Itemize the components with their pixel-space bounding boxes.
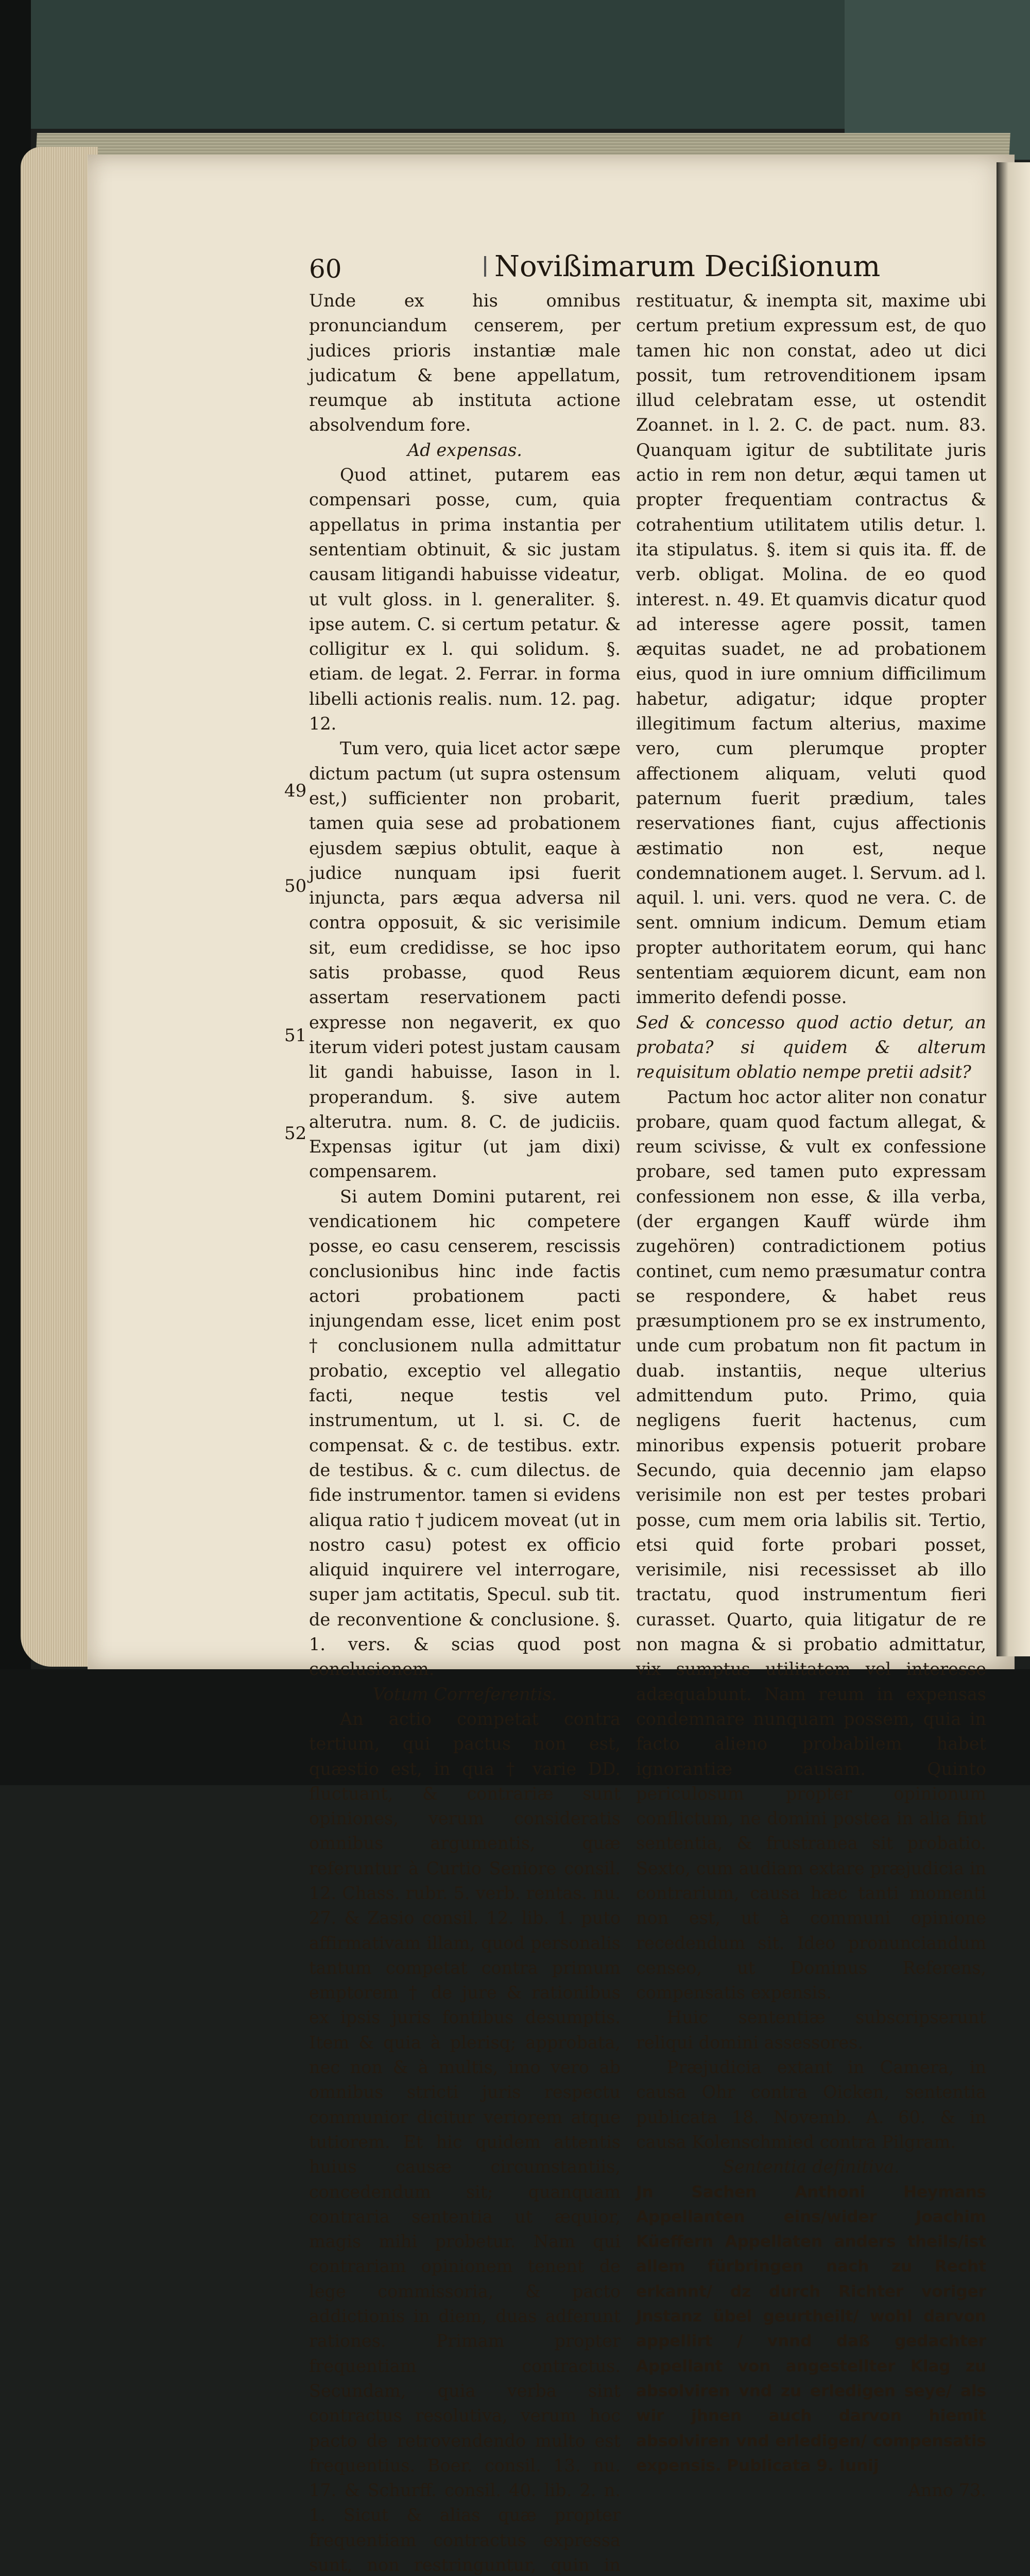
section-heading: Votum Correferentis. bbox=[372, 1684, 557, 1704]
backdrop-top bbox=[31, 0, 855, 129]
paragraph: An actio competat contra tertium, qui pactus non est, quæstio est, in qua † varie DD. fluctuant, & contrariæ sunt opiniones, verum consideratis omnibus argumentis, quæ referuntur à Curtio Seniore consil. 12. Chass. rubr. 5. verb. rentas. nu. 27. & Zasio consil. 12. lib. 1. puto affirmativam illam, quod personalis tantum competat contra primum emptorem † de jure & rationibus ex ipsis juris fontibus desumptis. Item & quia à plerisq; approbata, nec non & à multis, imo vero ab omnibus stricti juris respectu communior dicitur veriorem atque tutiorem. Et hic quidem attentis huius causæ circumstantiis, concedendum sit; quanquam contraria sententia ut æquior, magis mihi probetur. Nam qui contrariam opinionem tenent de lege commissoria, & pacto addictionis in diem, duas adferunt rationes. Primam propter frequentiam contractus. Secundam, quia verba sint contractus resolutiva, verum hoc pacto de retrovendendo multo est frequentius. Boer. consil. 13. nu. 17. & Schurff. consil. 40. lib. 2. n. 1. Sicut & alias quæ propter frequentiam contractus expressa sunt, non restringuntur, quin in bbox=[309, 1708, 621, 2575]
facing-page-edge bbox=[997, 162, 1030, 1656]
left-column bbox=[309, 289, 621, 2576]
paragraph: Quod attinet, putarem eas compensari posse, cum, quia appellatus in prima instantia per sententiam obtinuit, & sic justam causam litigandi habuisse videatur, ut vult gloss. in l. generaliter. §. ipse autem. C. si certum petatur. & colligitur ex l. qui solidum. §. etiam. de legat. 2. Ferrar. in forma libelli actionis realis. num. 12. pag. 12. bbox=[309, 465, 621, 734]
section-heading: Sententia definitiva. bbox=[723, 2157, 900, 2177]
page-edges bbox=[21, 147, 98, 1667]
sentence-text: Jn Sachen Anthoni Heymans Appellanten eins/wider Joachim Küeffern Appellaten anders theils/ist allem fürbringen nach zu Recht erkannt/ dz durch Richter voriger Jnstanz übel geurtheilt/ wohl darvon appellirt / vnnd daß gedachter Appellant von angestellter Klag zu absolviren vnd zu erledigen seye/ als wir jhnen auch darvon hiemit absolviren vnd erledigen/ compensatis expensis. Publicata 9. Iunij bbox=[636, 2182, 986, 2475]
margin-number: 50 bbox=[284, 876, 307, 896]
margin-number: 51 bbox=[284, 1025, 307, 1046]
paragraph: Huic sententiæ subscripserunt reliqui domini assessores. bbox=[636, 2007, 986, 2053]
section-heading: Ad expensas. bbox=[407, 439, 522, 460]
paragraph: Tum vero, quia licet actor sæpe dictum pactum (ut supra ostensum est,) sufficienter non probarit, tamen quia sese ad probationem ejusdem sæpius obtulit, eaque à judice nunquam ipsi fuerit injuncta, pars æqua adversa nil contra opposuit, & sic verisimile sit, eum credidisse, se hoc ipso satis probasse, quod Reus assertam reservationem pacti expresse non negaverit, ex quo iterum videri potest justam causam lit gandi habuisse, Iason in l. properandum. §. sive autem alterutra. num. 8. C. de judiciis. Expensas igitur (ut jam dixi) compensarem. bbox=[309, 738, 621, 1182]
right-column bbox=[636, 289, 986, 2503]
paragraph: Pactum hoc actor aliter non conatur probare, quam quod factum allegat, & reum scivisse, & vult ex confessione probare, sed tamen puto expressam confessionem non esse, & illa verba, (der ergangen Kauff würde ihm zugehören) contradictionem potius continet, cum nemo præsumatur contra se respondere, & habet reus præsumptionem pro se ex instrumento, unde cum probatum non fit pactum in duab. instantiis, neque ulterius admittendum puto. Primo, quia negligens fuerit hactenus, cum minoribus expensis potuerit probare Secundo, quia decennio jam elapso verisimile non est per testes probari posse, cum mem oria labilis sit. Tertio, etsi quid forte probari posset, verisimile, nisi recessisset ab illo tractatu, quod instrumentum fieri curasset. Quarto, quia litigatur de re non magna & si probatio admittatur, vix sumptus utilitatem vel interesse adæquabunt. Nam reum in expensas condemnare nunquam possem, quia in facto alieno probabilem habet ignorantiæ causam. Quinto periculosum propter opinionum conflictum, ne domini postea in alia fint sententia, & frustranea sit probatio. Sexto, cum audiam extare præjudicia in contrarium, causa hæc tanti momenti non est, ut à communi opinione recedendum sit. Ideo pronunciandum censeo, ut Dominus Referens, compensatis expensis. bbox=[636, 1087, 986, 2003]
date-line: Anno 73. bbox=[908, 2480, 986, 2501]
header-mark bbox=[484, 256, 486, 277]
page-header bbox=[309, 250, 978, 291]
paragraph: Unde ex his omnibus pronunciandum censerem, per judices prioris instantiæ male judicatum & bene appellatum, reumque ab instituta actione absolvendum fore. bbox=[309, 291, 621, 435]
paragraph: Præjudicia extant in Camera, in causa Ohr contra Oicken, sententia publicata 18. Novemb. A. 60. & in causa Kolenschmied contra Pilgram. bbox=[636, 2057, 986, 2152]
section-heading: Sed & concesso quod actio detur, an probata? si quidem & alterum requisitum oblatio nempe pretii adsit? bbox=[636, 1012, 986, 1082]
margin-number: 52 bbox=[284, 1123, 307, 1144]
paragraph: Si autem Domini putarent, rei vendicationem hic competere posse, eo casu censerem, rescissis conclusionibus hinc inde factis actori probationem pacti injungendam esse, licet enim post † conclusionem nulla admittatur probatio, exceptio vel allegatio facti, neque testis vel instrumentum, ut l. si. C. de compensat. & c. de testibus. extr. de testibus. & c. cum dilectus. de fide instrumentor. tamen si evidens aliqua ratio † judicem moveat (ut in nostro casu) potest ex officio aliquid inquirere vel interrogare, super jam actitatis, Specul. sub tit. de reconventione & conclusione. §. 1. vers. & scias quod post conclusionem. bbox=[309, 1186, 621, 1680]
paragraph: restituatur, & inempta sit, maxime ubi certum pretium expressum est, de quo tamen hic non constat, adeo ut dici possit, tum retrovenditionem ipsam illud celebratam esse, ut ostendit Zoannet. in l. 2. C. de pact. num. 83. Quanquam igitur de subtilitate juris actio in rem non detur, æqui tamen ut propter frequentiam contractus & cotrahentium utilitatem utilis detur. l. ita stipulatus. §. item si quis ita. ff. de verb. obligat. Molina. de eo quod interest. n. 49. Et quamvis dicatur quod ad interesse agere possit, tamen æquitas suadet, ne ad probationem eius, quod in iure omnium difficilimum habetur, adigatur; idque propter illegitimum factum alterius, maxime vero, cum plerumque propter affectionem aliquam, veluti quod paternum fuerit prædium, tales reservationes fiant, cujus affectionis æstimatio non est, neque condemnationem auget. l. Servum. ad l. aquil. l. uni. vers. quod ne vera. C. de sent. omnium indicum. Demum etiam propter authoritatem eorum, qui hanc sententiam æquiorem dicunt, eam non immerito defendi posse. bbox=[636, 291, 986, 1008]
page-number: 60 bbox=[309, 254, 342, 284]
margin-number: 49 bbox=[284, 781, 307, 801]
running-head: Novißimarum Decißionum bbox=[494, 250, 881, 283]
